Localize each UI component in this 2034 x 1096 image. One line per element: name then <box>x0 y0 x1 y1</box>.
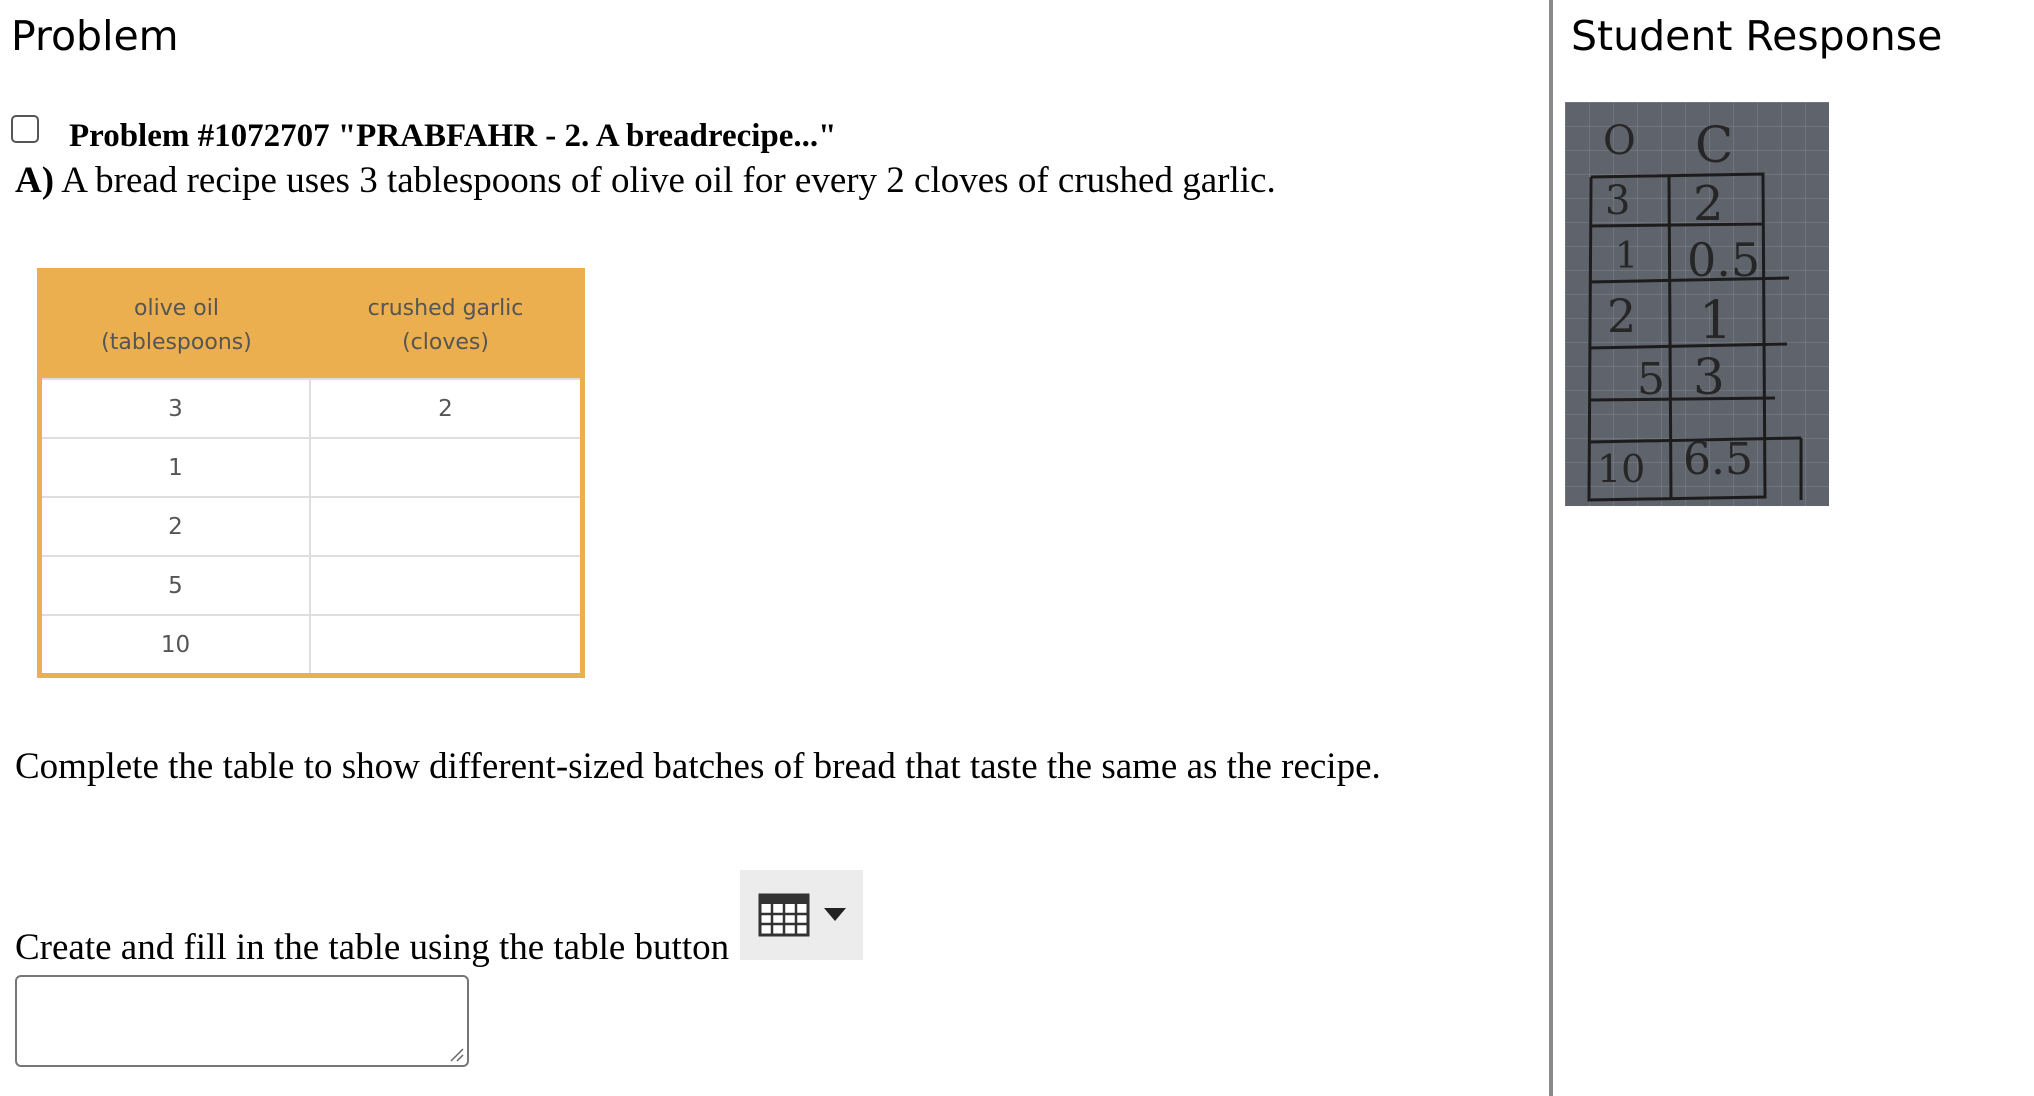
handwritten-cell: 3 <box>1605 178 1631 224</box>
header-line: olive oil <box>134 295 219 321</box>
header-line: (cloves) <box>402 329 489 355</box>
problem-header: Problem #1072707 "PRABFAHR - 2. A breadrecipe..." <box>69 118 837 154</box>
handwritten-cell: 5 <box>1637 354 1665 405</box>
handwritten-cell: 1 <box>1699 291 1733 351</box>
handwritten-header: O <box>1603 118 1636 164</box>
table-cell <box>311 437 580 496</box>
answer-input[interactable] <box>15 975 469 1067</box>
header-line: (tablespoons) <box>101 329 252 355</box>
table-header-olive-oil <box>42 273 311 378</box>
table-header-crushed-garlic <box>311 273 580 378</box>
problem-panel-title: Problem <box>11 12 179 60</box>
header-line: crushed garlic <box>367 295 524 321</box>
table-cell: 1 <box>42 437 311 496</box>
instruction-text: Complete the table to show different-sized batches of bread that taste the same as the recipe. <box>15 746 1381 787</box>
ratio-table <box>37 268 585 678</box>
handwritten-header: C <box>1695 116 1734 174</box>
student-response-title: Student Response <box>1571 12 1943 60</box>
table-cell: 5 <box>42 555 311 614</box>
table-cell: 10 <box>42 614 311 673</box>
table-cell <box>311 496 580 555</box>
table-cell <box>311 555 580 614</box>
handwritten-cell: 1 <box>1615 236 1638 277</box>
table-cell <box>311 614 580 673</box>
table-cell: 2 <box>42 496 311 555</box>
question-part-label: A) <box>15 160 55 201</box>
question-text <box>15 159 1276 202</box>
resize-grip-icon[interactable] <box>448 1046 464 1062</box>
question-body: A bread recipe uses 3 tablespoons of olive oil for every 2 cloves of crushed garlic. <box>54 160 1276 201</box>
table-cell: 3 <box>42 378 311 437</box>
handwritten-cell: 10 <box>1597 447 1646 491</box>
handwritten-cell: 3 <box>1693 348 1725 406</box>
table-grid-icon <box>758 893 810 937</box>
handwritten-cell: 2 <box>1607 289 1637 343</box>
create-table-label: Create and fill in the table using the table button <box>15 927 730 968</box>
caret-down-icon <box>824 908 846 922</box>
handwritten-cell: 0.5 <box>1687 233 1761 287</box>
table-cell: 2 <box>311 378 580 437</box>
handwritten-table-photo <box>1565 102 1829 506</box>
student-response-image[interactable] <box>1565 102 1829 506</box>
handwritten-cell: 6.5 <box>1683 434 1753 485</box>
problem-select-checkbox[interactable] <box>11 115 39 143</box>
handwritten-cell: 2 <box>1693 176 1724 232</box>
insert-table-button[interactable] <box>740 870 863 960</box>
